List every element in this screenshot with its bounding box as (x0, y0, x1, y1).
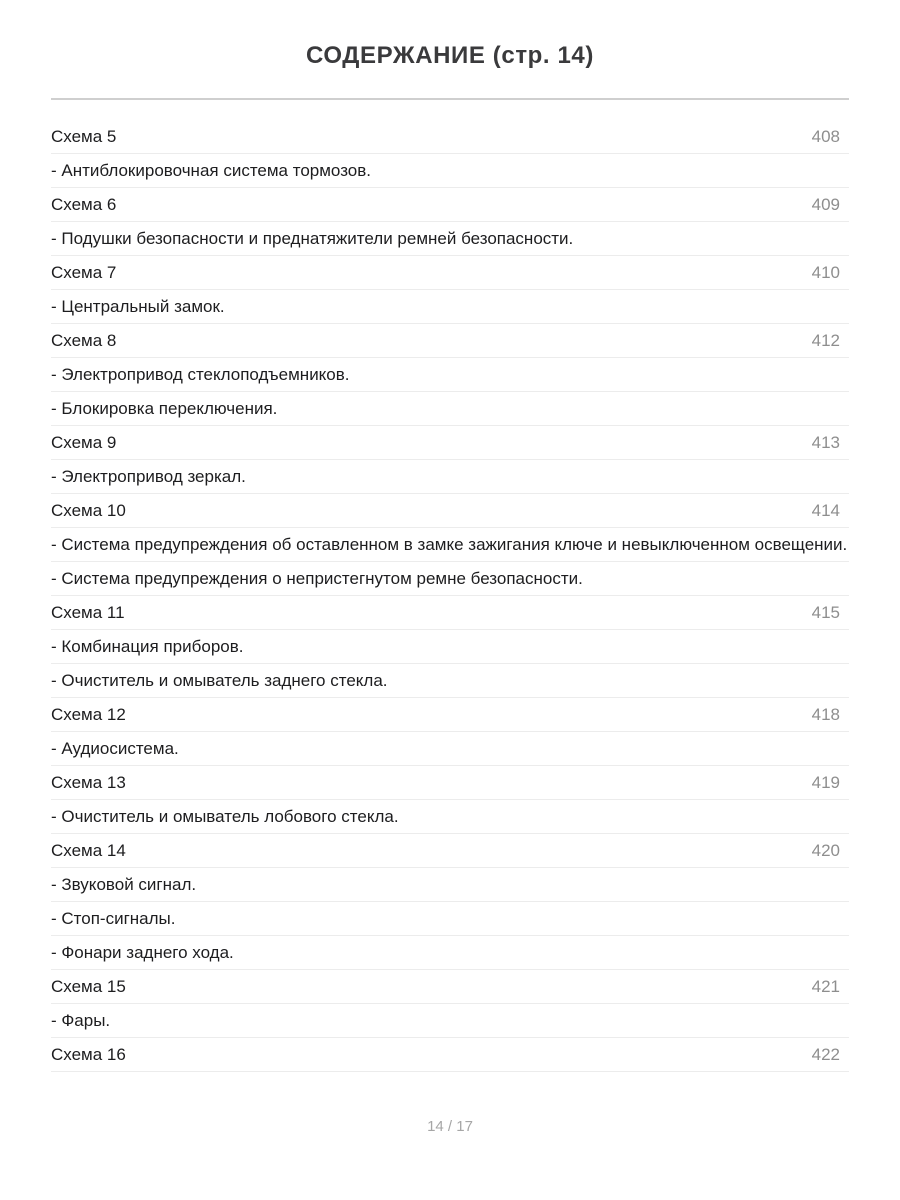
toc-entry-page-number: 413 (811, 433, 840, 452)
toc-entry-page-number: 420 (811, 841, 840, 860)
toc-entry[interactable] (51, 188, 849, 222)
toc-subitem: - Система предупреждения об оставленном в замке зажигания ключе и невыключенном освещении. (51, 528, 849, 562)
toc-entry[interactable] (51, 766, 849, 800)
toc-subitem: - Стоп-сигналы. (51, 902, 849, 936)
toc-subitem: - Центральный замок. (51, 290, 849, 324)
toc-entry-page-number: 415 (811, 603, 840, 622)
toc-entry-label: Схема 5 (51, 127, 117, 146)
toc-subitem: - Фонари заднего хода. (51, 936, 849, 970)
toc-entry-label: Схема 12 (51, 705, 126, 724)
toc-entry[interactable] (51, 970, 849, 1004)
toc-subitem: - Электропривод стеклоподъемников. (51, 358, 849, 392)
toc-subitem: - Звуковой сигнал. (51, 868, 849, 902)
toc-entry-page-number: 419 (811, 773, 840, 792)
toc-entry-label: Схема 13 (51, 773, 126, 792)
toc-subitem: - Электропривод зеркал. (51, 460, 849, 494)
toc-entry-label: Схема 16 (51, 1045, 126, 1064)
toc-entry-page-number: 409 (811, 195, 840, 214)
page-indicator: 14 / 17 (427, 1118, 473, 1135)
toc-list (51, 120, 849, 1072)
title-divider (51, 98, 849, 100)
toc-entry-page-number: 418 (811, 705, 840, 724)
toc-subitem: - Блокировка переключения. (51, 392, 849, 426)
toc-entry-page-number: 422 (811, 1045, 840, 1064)
toc-entry[interactable] (51, 1038, 849, 1072)
toc-entry[interactable] (51, 324, 849, 358)
toc-subitem: - Фары. (51, 1004, 849, 1038)
page-title: СОДЕРЖАНИЕ (стр. 14) (306, 42, 594, 69)
toc-entry-label: Схема 10 (51, 501, 126, 520)
toc-subitem: - Комбинация приборов. (51, 630, 849, 664)
toc-subitem: - Подушки безопасности и преднатяжители ремней безопасности. (51, 222, 849, 256)
toc-entry-label: Схема 6 (51, 195, 117, 214)
toc-entry-label: Схема 11 (51, 603, 125, 622)
toc-entry-label: Схема 15 (51, 977, 126, 996)
toc-entry-label: Схема 8 (51, 331, 117, 350)
toc-subitem: - Очиститель и омыватель заднего стекла. (51, 664, 849, 698)
toc-entry-page-number: 410 (811, 263, 840, 282)
toc-entry-page-number: 414 (811, 501, 840, 520)
toc-subitem: - Аудиосистема. (51, 732, 849, 766)
toc-entry[interactable] (51, 494, 849, 528)
toc-entry-label: Схема 7 (51, 263, 117, 282)
toc-subitem: - Очиститель и омыватель лобового стекла. (51, 800, 849, 834)
toc-entry[interactable] (51, 698, 849, 732)
toc-entry[interactable] (51, 120, 849, 154)
toc-entry-page-number: 412 (811, 331, 840, 350)
toc-entry[interactable] (51, 256, 849, 290)
toc-entry[interactable] (51, 426, 849, 460)
toc-entry-label: Схема 9 (51, 433, 117, 452)
toc-entry-page-number: 408 (811, 127, 840, 146)
toc-entry[interactable] (51, 834, 849, 868)
toc-subitem: - Система предупреждения о непристегнутом ремне безопасности. (51, 562, 849, 596)
toc-entry-label: Схема 14 (51, 841, 126, 860)
toc-entry[interactable] (51, 596, 849, 630)
toc-entry-page-number: 421 (811, 977, 840, 996)
toc-subitem: - Антиблокировочная система тормозов. (51, 154, 849, 188)
